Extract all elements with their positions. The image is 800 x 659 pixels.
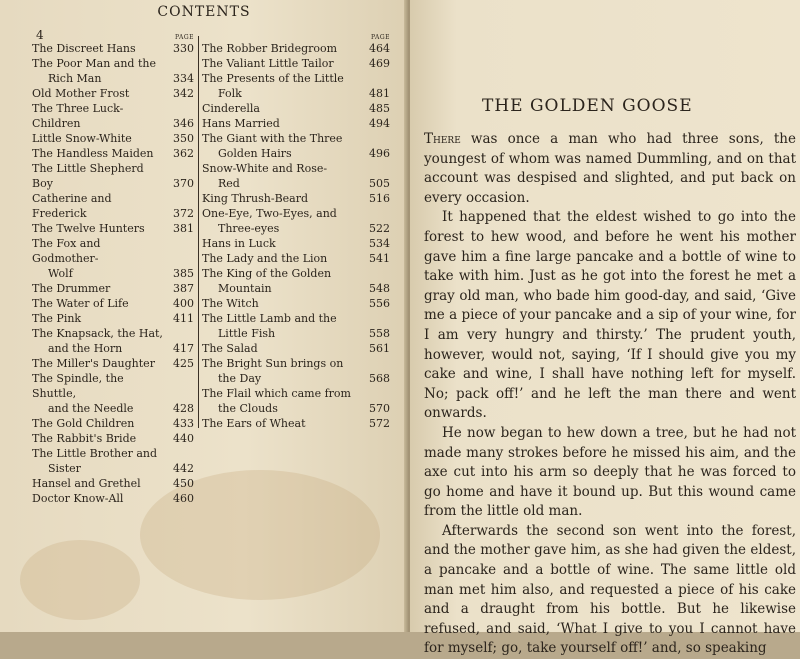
contents-entry (202, 161, 390, 191)
drop-word: There (424, 131, 461, 147)
entry-title: The Fox and Godmother- (32, 237, 101, 265)
contents-page (0, 0, 408, 632)
entry-title: The Knapsack, the Hat, (32, 327, 163, 340)
entry-title: Mountain (218, 282, 272, 295)
contents-entry (202, 386, 390, 416)
column-divider (198, 36, 199, 428)
entry-page: 433 (173, 417, 194, 430)
entry-title: The Valiant Little Tailor (202, 57, 334, 70)
entry-page: 561 (369, 342, 390, 355)
contents-entry (32, 221, 194, 236)
contents-entry (32, 431, 194, 446)
contents-entry (32, 296, 194, 311)
contents-entry (32, 371, 194, 416)
entry-title: Snow-White and Rose- (202, 162, 328, 175)
entry-title: Rich Man (48, 72, 102, 85)
entry-title: The Gold Children (32, 417, 135, 430)
entry-title: The Drummer (32, 282, 111, 295)
entry-page: 334 (173, 72, 194, 85)
entry-title: Cinderella (202, 102, 260, 115)
entry-title: The Miller's Daughter (32, 357, 155, 370)
entry-page: 505 (369, 177, 390, 190)
contents-entry (32, 356, 194, 371)
entry-page: 342 (173, 87, 194, 100)
page-number: 4 (36, 28, 44, 42)
entry-page: 485 (369, 102, 390, 115)
entry-page: 464 (369, 42, 390, 55)
contents-entry (202, 236, 390, 251)
entry-title: Catherine and Frederick (32, 192, 112, 220)
entry-title: Sister (48, 462, 81, 475)
contents-entry (202, 41, 390, 56)
entry-page: 442 (173, 462, 194, 475)
contents-entry (32, 281, 194, 296)
contents-entry (32, 236, 194, 281)
story-title: THE GOLDEN GOOSE (482, 96, 693, 116)
contents-entry (202, 296, 390, 311)
contents-entry (32, 191, 194, 221)
entry-title: Golden Hairs (218, 147, 292, 160)
contents-entry (202, 101, 390, 116)
entry-title: King Thrush-Beard (202, 192, 309, 205)
contents-right-column (202, 34, 390, 431)
entry-title: The Witch (202, 297, 259, 310)
entry-title: Little Fish (218, 327, 276, 340)
entry-title: The Lady and the Lion (202, 252, 328, 265)
entry-title: Red (218, 177, 240, 190)
contents-entry (32, 56, 194, 86)
entry-title: Folk (218, 87, 242, 100)
entry-title: The Little Shepherd Boy (32, 162, 144, 190)
contents-entry (32, 476, 194, 491)
entry-page: 469 (369, 57, 390, 70)
entry-title: and the Needle (48, 402, 134, 415)
entry-title: Hans in Luck (202, 237, 276, 250)
entry-title: The Poor Man and the (32, 57, 156, 70)
contents-entry (202, 206, 390, 236)
entry-page: 330 (173, 42, 194, 55)
contents-header: CONTENTS (157, 4, 251, 20)
entry-page: 494 (369, 117, 390, 130)
entry-page: 522 (369, 222, 390, 235)
entry-page: 381 (173, 222, 194, 235)
entry-page: 460 (173, 492, 194, 505)
contents-entry (32, 41, 194, 56)
entry-page: 362 (173, 147, 194, 160)
story-paragraph: He now began to hew down a tree, but he had not made many strokes before he missed his aim, and the axe cut into his arm so deeply that he was forced to go home and have it bound up. But this wound came from the little old man. (424, 424, 796, 520)
page-label: PAGE (175, 34, 194, 41)
paper-stain (20, 540, 140, 620)
entry-page: 372 (173, 207, 194, 220)
entry-title: One-Eye, Two-Eyes, and (202, 207, 337, 220)
entry-page: 385 (173, 267, 194, 280)
contents-entry (32, 161, 194, 191)
story-paragraph: Afterwards the second son went into the forest, and the mother gave him, as she had given the eldest, a pancake and a bottle of wine. The same little old man met him also, and requested a piece of his cake and a draught from his bottle. But he likewise refused, and said, ‘What I give to you I cannot have for myself; go, take yourself off!’ and, so speaking (424, 522, 796, 657)
contents-left-column (32, 34, 194, 506)
contents-entry (32, 146, 194, 161)
entry-page: 570 (369, 402, 390, 415)
page-label: PAGE (371, 34, 390, 41)
story-paragraph: It happened that the eldest wished to go into the forest to hew wood, and before he went his mother gave him a fine large pancake and a bottle of wine to take with him. Just as he got into the forest he met a gray old man, who bade him good-day, and said, ‘Give me a piece of your pancake and a sip of your wine, for I am very hungry and thirsty.’ The prudent youth, however, would not, saying, ‘If I should give you my cake and wine, I shall have nothing left for myself. No; pack off!’ and he left the man there and went onwards. (424, 209, 796, 422)
entry-page: 556 (369, 297, 390, 310)
contents-entry (202, 131, 390, 161)
contents-entry (202, 71, 390, 101)
entry-page: 450 (173, 477, 194, 490)
entry-title: Hans Married (202, 117, 280, 130)
entry-title: The Ears of Wheat (202, 417, 306, 430)
contents-entry (32, 326, 194, 356)
story-paragraph: There was once a man who had three sons, the youngest of whom was named Dummling, and on that account was despised and slighted, and put back on every occasion. (424, 131, 796, 206)
entry-page: 558 (369, 327, 390, 340)
entry-page: 568 (369, 372, 390, 385)
entry-title: The Pink (32, 312, 82, 325)
entry-page: 387 (173, 282, 194, 295)
entry-title: and the Horn (48, 342, 123, 355)
entry-title: Three-eyes (218, 222, 280, 235)
contents-entry (202, 416, 390, 431)
contents-entry (32, 86, 194, 101)
entry-title: The Spindle, the Shuttle, (32, 372, 124, 400)
entry-page: 534 (369, 237, 390, 250)
entry-title: The Little Brother and (32, 447, 158, 460)
entry-title: The Three Luck-Children (32, 102, 124, 130)
entry-title: the Day (218, 372, 262, 385)
entry-title: The Discreet Hans (32, 42, 136, 55)
entry-title: The Salad (202, 342, 258, 355)
contents-entry (32, 311, 194, 326)
entry-page: 541 (369, 252, 390, 265)
contents-entry (32, 101, 194, 131)
entry-title: The King of the Golden (202, 267, 332, 280)
entry-title: Little Snow-White (32, 132, 132, 145)
entry-page: 411 (173, 312, 194, 325)
contents-entry (202, 116, 390, 131)
entry-title: Old Mother Frost (32, 87, 130, 100)
entry-title: The Rabbit's Bride (32, 432, 137, 445)
contents-entry (202, 356, 390, 386)
entry-title: The Little Lamb and the (202, 312, 337, 325)
contents-entry (32, 416, 194, 431)
entry-page: 572 (369, 417, 390, 430)
entry-page: 417 (173, 342, 194, 355)
contents-entry (202, 266, 390, 296)
entry-page: 346 (173, 117, 194, 130)
entry-title: Doctor Know-All (32, 492, 124, 505)
entry-page: 496 (369, 147, 390, 160)
contents-entry (202, 311, 390, 341)
entry-page: 548 (369, 282, 390, 295)
contents-entry (202, 56, 390, 71)
entry-page: 440 (173, 432, 194, 445)
entry-title: The Twelve Hunters (32, 222, 145, 235)
entry-title: Hansel and Grethel (32, 477, 141, 490)
entry-page: 370 (173, 177, 194, 190)
contents-entry (202, 191, 390, 206)
contents-entry (32, 491, 194, 506)
contents-entry (202, 341, 390, 356)
story-body (424, 130, 796, 659)
entry-page: 425 (173, 357, 194, 370)
entry-title: The Handless Maiden (32, 147, 154, 160)
entry-page: 516 (369, 192, 390, 205)
entry-title: The Robber Bridegroom (202, 42, 338, 55)
entry-title: The Bright Sun brings on (202, 357, 344, 370)
entry-title: Wolf (48, 267, 73, 280)
contents-entry (202, 251, 390, 266)
contents-entry (32, 446, 194, 476)
entry-title: the Clouds (218, 402, 278, 415)
entry-title: The Giant with the Three (202, 132, 343, 145)
entry-page: 428 (173, 402, 194, 415)
entry-page: 350 (173, 132, 194, 145)
entry-title: The Presents of the Little (202, 72, 344, 85)
entry-title: The Water of Life (32, 297, 129, 310)
entry-title: The Flail which came from (202, 387, 351, 400)
entry-page: 481 (369, 87, 390, 100)
contents-entry (32, 131, 194, 146)
entry-page: 400 (173, 297, 194, 310)
